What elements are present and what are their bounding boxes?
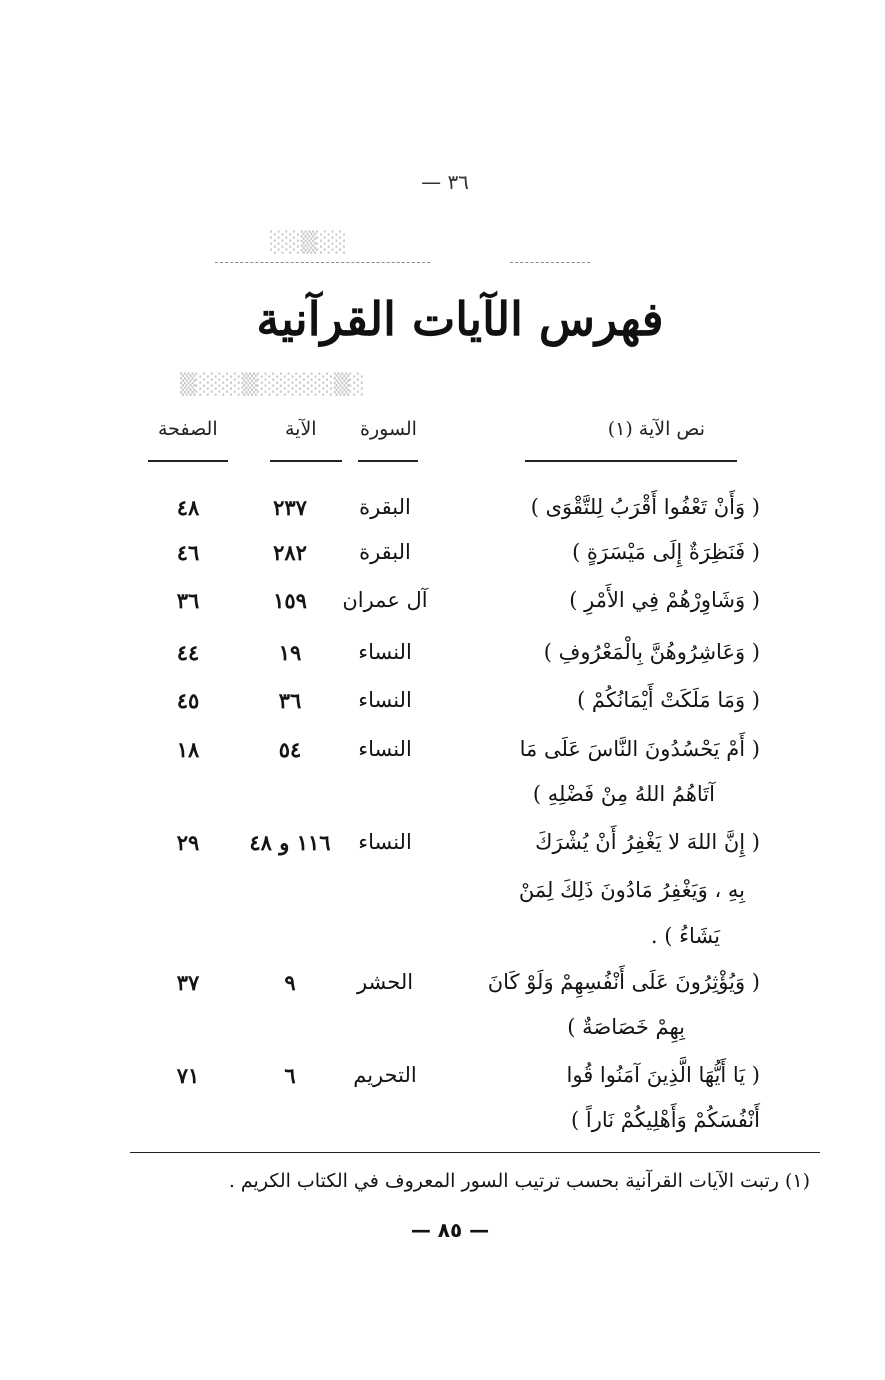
column-header-text: نص الآية (١) [607,418,705,440]
page-ref: ٤٤ [176,640,200,665]
sura-name: الحشر [356,970,414,994]
column-rule-sura [358,460,418,462]
page-number: — ٨٥ — [410,1218,490,1242]
ayah-number: ٣٦ [278,688,302,713]
page-ref: ٣٦ [176,588,200,613]
verse-text-continued: أَنْفُسَكُمْ وَأَهْلِيكُمْ نَاراً ) [571,1108,760,1132]
verse-text: ( أَمْ يَحْسُدُونَ النَّاسَ عَلَى مَا [519,737,760,761]
verse-text: ( وَأَنْ تَعْفُوا أَقْرَبُ لِلتَّقْوَى ) [530,495,760,519]
footnote-rule [130,1152,820,1153]
page-ref: ١٨ [176,737,200,762]
footnote: (١) رتبت الآيات القرآنية بحسب ترتيب السور المعروف في الكتاب الكريم . [228,1170,810,1192]
verse-text: ( وَشَاوِرْهُمْ فِي الأَمْرِ ) [569,588,760,612]
column-header-sura: السورة [360,418,417,440]
verse-text-continued: آتَاهُمُ اللهُ مِنْ فَضْلِهِ ) [532,782,715,806]
verse-text-continued: بِهِمْ خَصَاصَةٌ ) [567,1015,685,1039]
header-rule-right [510,262,590,263]
page-title: فهرس الآيات القرآنية [256,292,664,346]
verse-text: ( وَعَاشِرُوهُنَّ بِالْمَعْرُوفِ ) [543,640,760,664]
sura-name: النساء [358,830,412,854]
verse-text: ( يَا أَيُّهَا الَّذِينَ آمَنُوا قُوا [566,1063,760,1087]
verse-text-continued: يَشَاءُ ) . [650,924,720,948]
ayah-number: ١٥٩ [273,588,307,613]
sura-name: النساء [358,640,412,664]
sura-name: البقرة [359,540,411,564]
ayah-number: ١٩ [278,640,302,665]
column-header-ayah: الآية [285,418,317,440]
ayah-number: ٢٣٧ [273,495,307,520]
column-rule-ayah [270,460,342,462]
sura-name: التحريم [353,1063,417,1087]
verse-text: ( وَيُؤْثِرُونَ عَلَى أَنْفُسِهِمْ وَلَوْ كَانَ [487,970,760,994]
sura-name: النساء [358,737,412,761]
bleed-through-marks: ‎░░▒░░‎ [270,230,347,254]
ayah-number: ٢٨٢ [273,540,307,565]
page-ref: ٧١ [176,1063,200,1088]
verse-text: ( فَنَظِرَةٌ إِلَى مَيْسَرَةٍ ) [572,540,760,564]
ayah-number: ٩ [284,970,296,995]
page-ref: ٤٦ [176,540,200,565]
page-ref: ٤٥ [176,688,200,713]
ayah-number: ٦ [284,1063,296,1088]
verse-text: ( إِنَّ اللهَ لا يَغْفِرُ أَنْ يُشْرَكَ [535,830,760,854]
sura-name: البقرة [359,495,411,519]
sura-name: آل عمران [342,588,428,612]
column-rule-text [525,460,737,462]
top-page-mark: — ٣٦ [421,170,469,194]
bleed-through-marks: ‎▒░░░▒░░░░░▒░‎ [180,372,365,396]
column-header-page: الصفحة [158,418,218,440]
verse-text: ( وَمَا مَلَكَتْ أَيْمَانُكُمْ ) [577,688,760,712]
page-ref: ٤٨ [176,495,200,520]
ayah-number: ٥٤ [278,737,302,762]
sura-name: النساء [358,688,412,712]
ayah-number: ١١٦ و ٤٨ [249,830,331,855]
column-rule-page [148,460,228,462]
verse-text-continued: بِهِ ، وَيَغْفِرُ مَادُونَ ذَلِكَ لِمَنْ [518,878,745,902]
page-ref: ٢٩ [176,830,200,855]
header-rule-left [215,262,430,263]
page-ref: ٣٧ [176,970,200,995]
